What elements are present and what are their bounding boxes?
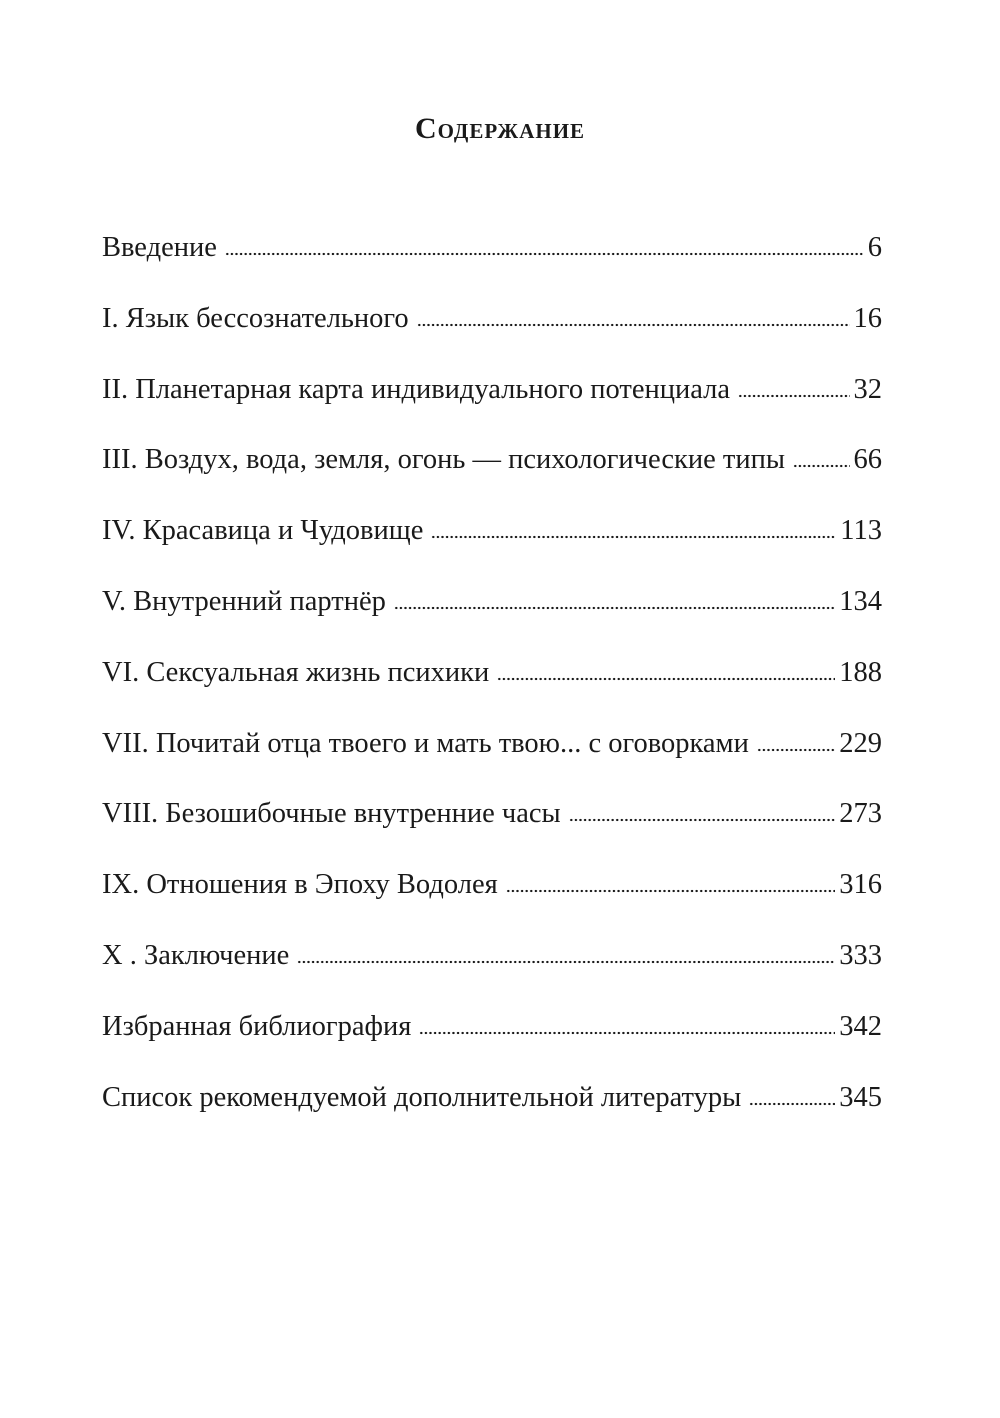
toc-entry-page: 6 xyxy=(867,232,882,263)
toc-entry-title: V. Внутренний партнёр xyxy=(102,585,386,617)
toc-entry-title: VIII. Безошибочные внутренние часы xyxy=(102,798,561,830)
dot-leader xyxy=(749,1100,835,1106)
toc-entry[interactable] xyxy=(102,794,882,865)
dot-leader xyxy=(738,392,849,398)
toc-entry-page: 273 xyxy=(839,798,882,830)
dot-leader xyxy=(419,1029,835,1035)
dot-leader xyxy=(757,746,835,752)
toc-entry-page: 345 xyxy=(839,1081,882,1113)
toc-entry[interactable] xyxy=(102,653,882,724)
toc-entry[interactable] xyxy=(102,370,882,441)
toc-entry[interactable] xyxy=(102,724,882,795)
toc-entry-title: II. Планетарная карта индивидуального потенциала xyxy=(102,373,731,405)
dot-leader xyxy=(793,462,850,468)
dot-leader xyxy=(569,816,836,822)
toc-entry-page: 66 xyxy=(853,444,882,476)
toc-entry[interactable] xyxy=(102,228,882,299)
toc-entry-page: 16 xyxy=(853,302,882,334)
toc-entry-title: III. Воздух, вода, земля, огонь — психологические типы xyxy=(102,444,785,476)
toc-entry-title: VII. Почитай отца твоего и мать твою... с оговорками xyxy=(102,727,749,759)
dot-leader xyxy=(506,887,836,893)
toc-entry-page: 333 xyxy=(839,939,882,971)
toc-entry-title: IV. Красавица и Чудовище xyxy=(102,515,424,547)
table-of-contents xyxy=(102,228,882,1148)
toc-entry[interactable] xyxy=(102,511,882,582)
toc-entry-page: 134 xyxy=(839,585,882,617)
dot-leader xyxy=(431,533,836,539)
toc-entry-title: Введение xyxy=(102,232,217,263)
toc-entry-title: IX. Отношения в Эпоху Водолея xyxy=(102,869,498,901)
toc-entry-page: 316 xyxy=(839,869,882,901)
toc-entry[interactable] xyxy=(102,582,882,653)
toc-entry[interactable] xyxy=(102,936,882,1007)
dot-leader xyxy=(225,250,864,256)
dot-leader xyxy=(497,675,835,681)
toc-entry-page: 113 xyxy=(840,515,882,547)
toc-entry-title: VI. Сексуальная жизнь психики xyxy=(102,656,490,688)
toc-entry-title: Список рекомендуемой дополнительной литературы xyxy=(102,1081,742,1113)
toc-entry-page: 342 xyxy=(839,1010,882,1042)
toc-entry-title: Избранная библиография xyxy=(102,1010,412,1042)
toc-entry-title: I. Язык бессознательного xyxy=(102,302,409,334)
page-title: Содержание xyxy=(414,112,586,145)
toc-entry-title: X . Заключение xyxy=(102,939,290,971)
toc-entry-page: 229 xyxy=(839,727,882,759)
dot-leader xyxy=(417,321,850,327)
toc-entry[interactable] xyxy=(102,440,882,511)
toc-entry[interactable] xyxy=(102,1078,882,1149)
toc-entry-page: 188 xyxy=(839,656,882,688)
toc-entry-page: 32 xyxy=(853,373,882,405)
dot-leader xyxy=(297,958,835,964)
dot-leader xyxy=(394,604,835,610)
toc-entry[interactable] xyxy=(102,865,882,936)
toc-entry[interactable] xyxy=(102,299,882,370)
toc-entry[interactable] xyxy=(102,1007,882,1078)
